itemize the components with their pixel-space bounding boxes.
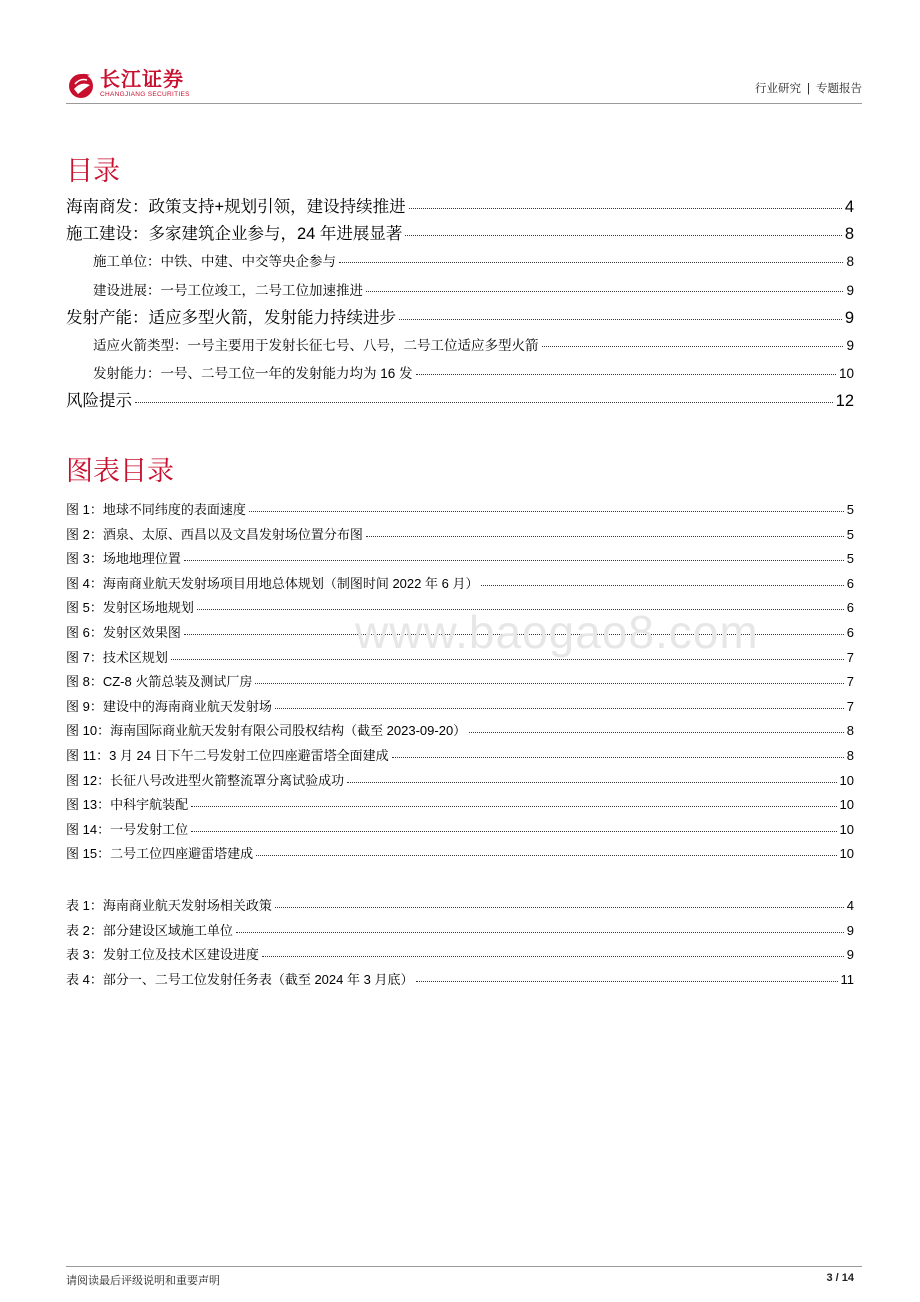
table-of-contents: [66, 194, 854, 416]
figure-entry-page: 7: [846, 698, 854, 714]
figure-entry-page: 10: [839, 821, 854, 837]
leader-dots: [399, 319, 842, 320]
table-entry-label: 表 1：海南商业航天发射场相关政策: [66, 898, 272, 913]
figure-entry[interactable]: [66, 695, 854, 720]
toc-entry-label: 海南商发：政策支持+规划引领，建设持续推进: [66, 198, 406, 216]
footer-disclaimer: 请阅读最后评级说明和重要声明: [66, 1275, 220, 1287]
figure-entry[interactable]: [66, 719, 854, 744]
figure-entry-page: 10: [839, 797, 854, 813]
toc-entry-label: 发射能力：一号、二号工位一年的发射能力均为 16 发: [93, 366, 413, 382]
figure-entry-label: 图 9：建设中的海南商业航天发射场: [66, 698, 272, 714]
leader-dots: [184, 560, 844, 561]
report-type: 专题报告: [816, 83, 862, 95]
leader-dots: [275, 708, 844, 709]
logo-english-name: CHANGJIANG SECURITIES: [100, 91, 190, 98]
page-header: [66, 62, 862, 106]
figure-entry-page: 8: [846, 723, 854, 739]
leader-dots: [347, 782, 836, 783]
company-logo: [66, 64, 190, 104]
figure-entry-page: 7: [846, 649, 854, 665]
leader-dots: [405, 235, 841, 236]
toc-entry-page: 10: [838, 366, 854, 382]
figure-entry[interactable]: [66, 670, 854, 695]
toc-entry-label: 施工建设：多家建筑企业参与，24 年进展显著: [66, 225, 403, 244]
toc-subentry[interactable]: [66, 277, 854, 305]
table-entry-label: 表 3：发射工位及技术区建设进度: [66, 947, 259, 963]
leader-dots: [366, 291, 843, 292]
leader-dots: [416, 374, 836, 375]
table-entry-label: 表 2：部分建设区域施工单位: [66, 922, 233, 938]
leader-dots: [392, 757, 844, 758]
toc-subentry[interactable]: [66, 248, 854, 276]
table-entry[interactable]: [66, 943, 854, 968]
toc-entry-page: 9: [844, 308, 854, 327]
toc-entry[interactable]: [66, 221, 854, 248]
toc-subentry[interactable]: [66, 332, 854, 360]
table-entry[interactable]: [66, 919, 854, 944]
leader-dots: [366, 536, 844, 537]
header-separator: |: [807, 83, 810, 95]
logo-mark-icon: [66, 67, 96, 101]
figure-entry-label: 图 1：地球不同纬度的表面速度: [66, 502, 246, 517]
figure-entry-label: 图 10：海南国际商业航天发射有限公司股权结构（截至 2023-09-20）: [66, 723, 467, 739]
figure-entry-label: 图 4：海南商业航天发射场项目用地总体规划（制图时间 2022 年 6 月）: [66, 575, 479, 591]
leader-dots: [262, 956, 844, 957]
leader-dots: [191, 806, 836, 807]
figure-entry-page: 5: [846, 502, 854, 517]
leader-dots: [275, 907, 844, 908]
page-number: 3 / 14: [826, 1272, 854, 1284]
toc-entry-label: 施工单位：中铁、中建、中交等央企参与: [93, 254, 336, 270]
toc-entry-page: 9: [846, 337, 854, 353]
figure-entry-label: 图 6：发射区效果图: [66, 624, 181, 640]
figure-entry[interactable]: [66, 744, 854, 769]
toc-entry-label: 风险提示: [66, 392, 132, 411]
report-category: 行业研究: [755, 83, 801, 95]
toc-entry-page: 9: [846, 282, 854, 298]
figure-entry-page: 8: [846, 747, 854, 763]
figure-entry-page: 10: [839, 846, 854, 862]
leader-dots: [469, 732, 844, 733]
leader-dots: [236, 932, 844, 933]
figure-entry[interactable]: [66, 547, 854, 572]
figure-entry[interactable]: [66, 498, 854, 523]
leader-dots: [249, 511, 844, 512]
figure-entry-label: 图 2：酒泉、太原、西昌以及文昌发射场位置分布图: [66, 526, 363, 542]
figure-entry-page: 5: [846, 551, 854, 567]
logo-chinese-name: 长江证券: [100, 69, 184, 91]
table-entry-label: 表 4：部分一、二号工位发射任务表（截至 2024 年 3 月底）: [66, 971, 414, 987]
figure-entry-label: 图 11：3 月 24 日下午二号发射工位四座避雷塔全面建成: [66, 747, 389, 763]
toc-entry[interactable]: [66, 388, 854, 415]
toc-entry-label: 适应火箭类型：一号主要用于发射长征七号、八号，二号工位适应多型火箭: [93, 337, 539, 353]
leader-dots: [191, 831, 836, 832]
toc-entry-label: 发射产能：适应多型火箭，发射能力持续进步: [66, 308, 396, 327]
table-entry-page: 4: [846, 898, 854, 913]
table-entry[interactable]: [66, 968, 854, 993]
leader-dots: [255, 683, 843, 684]
watermark: www.baogao8.com: [355, 606, 759, 658]
figure-entry[interactable]: [66, 769, 854, 794]
figure-entry-label: 图 7：技术区规划: [66, 649, 168, 665]
toc-entry-page: 4: [844, 198, 854, 216]
toc-entry[interactable]: [66, 194, 854, 221]
figure-entry-label: 图 13：中科宇航装配: [66, 797, 189, 813]
figure-entry[interactable]: [66, 572, 854, 597]
table-entry-page: 9: [846, 947, 854, 963]
header-divider: [66, 103, 862, 104]
leader-dots: [339, 262, 843, 263]
toc-entry-label: 建设进展：一号工位竣工，二号工位加速推进: [93, 282, 363, 298]
figure-entry-page: 6: [846, 600, 854, 616]
table-entry[interactable]: [66, 894, 854, 919]
figure-entry-page: 6: [846, 575, 854, 591]
leader-dots: [542, 346, 844, 347]
figure-entry-page: 7: [846, 674, 854, 690]
figure-entry[interactable]: [66, 523, 854, 548]
figure-list-title: 图表目录: [66, 456, 174, 486]
toc-subentry[interactable]: [66, 360, 854, 388]
leader-dots: [481, 585, 843, 586]
table-entry-page: 11: [840, 971, 854, 987]
figure-entry[interactable]: [66, 818, 854, 843]
leader-dots: [409, 208, 842, 209]
footer-divider: [66, 1266, 862, 1267]
table-list: [66, 894, 854, 992]
figure-entry-label: 图 15：二号工位四座避雷塔建成: [66, 846, 254, 862]
figure-entry-label: 图 14：一号发射工位: [66, 821, 189, 837]
figure-entry-page: 6: [846, 624, 854, 640]
toc-title: 目录: [66, 156, 120, 186]
leader-dots: [256, 855, 836, 856]
figure-list: [66, 498, 854, 867]
figure-entry[interactable]: [66, 793, 854, 818]
report-tags: [755, 80, 862, 96]
figure-entry-page: 5: [846, 526, 854, 542]
figure-entry-label: 图 5：发射区场地规划: [66, 600, 194, 616]
figure-entry-page: 10: [839, 772, 854, 788]
figure-entry-label: 图 8：CZ-8 火箭总装及测试厂房: [66, 674, 253, 690]
toc-entry-page: 12: [835, 392, 854, 411]
leader-dots: [416, 981, 837, 982]
figure-entry-label: 图 3：场地地理位置: [66, 551, 181, 567]
toc-entry-page: 8: [844, 225, 854, 244]
leader-dots: [135, 402, 833, 403]
toc-entry-page: 8: [846, 254, 854, 270]
toc-entry[interactable]: [66, 305, 854, 332]
table-entry-page: 9: [846, 922, 854, 938]
figure-entry-label: 图 12：长征八号改进型火箭整流罩分离试验成功: [66, 772, 345, 788]
figure-entry[interactable]: [66, 842, 854, 867]
